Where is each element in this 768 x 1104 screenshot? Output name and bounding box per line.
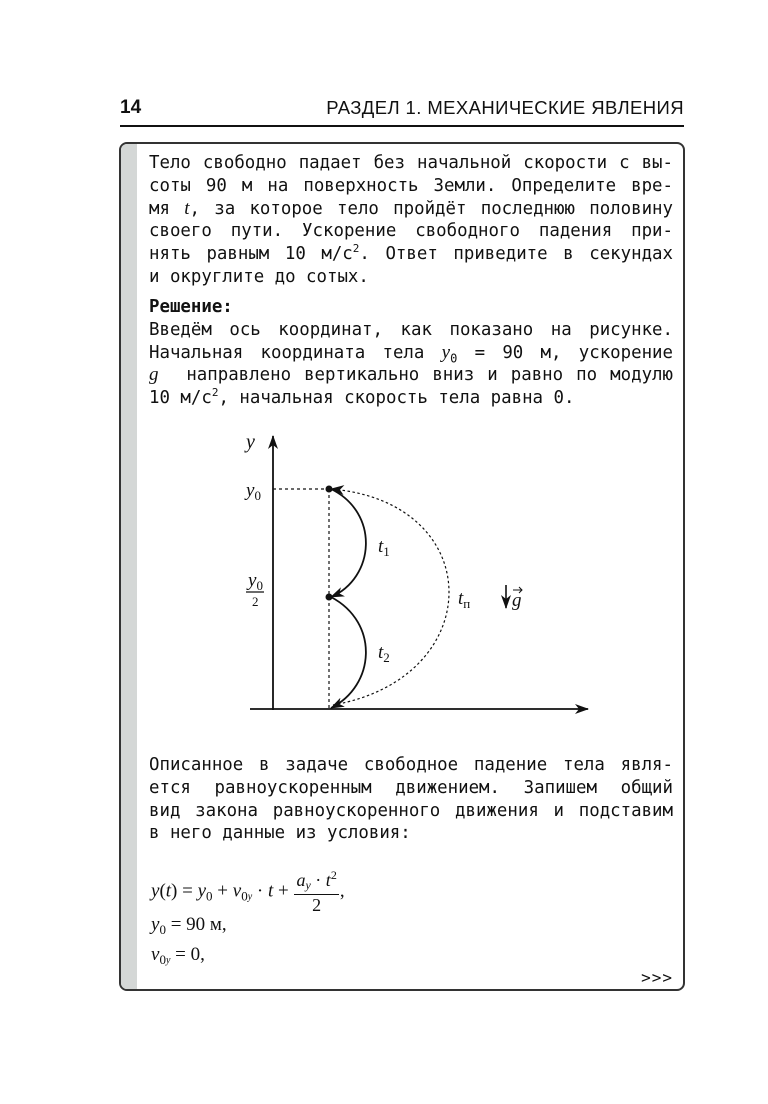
text-line: в него данные из условия:: [149, 823, 411, 844]
text-line: Начальная координата тела $y_0 = 90$ м, ускорение: [149, 341, 673, 366]
middle-point: [326, 594, 333, 601]
t1-arc: [331, 489, 366, 597]
text-line: Описанное в задаче свободное падение тела явля-: [149, 755, 673, 775]
text-line: вид закона равноускоренного движения и подставим: [149, 800, 673, 821]
motion-diagram: [230, 428, 610, 724]
page-number: 14: [120, 97, 142, 118]
content-side-bar: [121, 144, 137, 989]
half-label-numerator: $y_0$: [248, 570, 263, 593]
problem-text: [149, 152, 673, 289]
text-line: нять равным 10 $м/с^2$. Ответ приведите в секундах: [149, 242, 673, 265]
t1-label: $t_1$: [378, 536, 390, 559]
axis-y-label: y: [246, 431, 255, 453]
text-line: g⃗ направлено вертикально вниз и равно по модулю: [149, 364, 673, 386]
text-line: Введём ось координат, как показано на рисунке.: [149, 319, 673, 340]
text-line: Тело свободно падает без начальной скорости с вы-: [149, 153, 673, 173]
text-line: ется равноускоренным движением. Запишем общий: [149, 777, 673, 798]
continue-mark: >>>: [641, 968, 673, 987]
start-point: [326, 486, 333, 493]
t2-label: $t_2$: [378, 642, 390, 665]
text-line: и округлите до сотых.: [149, 266, 369, 287]
g-label: g: [512, 590, 522, 611]
v0y-value: $v_0y = 0$,: [151, 944, 205, 967]
solution-heading: Решение:: [149, 297, 233, 317]
text-line: 10 $м/с^2$, начальная скорость тела равна 0.: [149, 386, 575, 409]
t2-arc: [331, 597, 366, 708]
law-formula: $y(t) = y_0 + v_0y \cdot t$ + $\frac{ay \cdot t^2}{2}$ ,: [151, 868, 345, 915]
section-title: РАЗДЕЛ 1. МЕХАНИЧЕСКИЕ ЯВЛЕНИЯ: [326, 97, 684, 118]
solution-text: [149, 296, 673, 410]
y0-label: $y_0$: [246, 480, 261, 503]
text-line: соты 90 м на поверхность Земли. Определите вре-: [149, 175, 673, 196]
after-figure-text: [149, 754, 673, 845]
text-line: своего пути. Ускорение свободного падения при-: [149, 221, 673, 242]
y0-value: $y_0 = 90$ м,: [151, 914, 227, 937]
text-line: мя t, за которое тело пройдёт последнюю половину: [149, 197, 673, 219]
tp-label: $t_п$: [458, 588, 471, 611]
half-label-denominator: 2: [252, 594, 259, 609]
tp-arc: [331, 489, 449, 705]
page-header: [120, 97, 684, 127]
